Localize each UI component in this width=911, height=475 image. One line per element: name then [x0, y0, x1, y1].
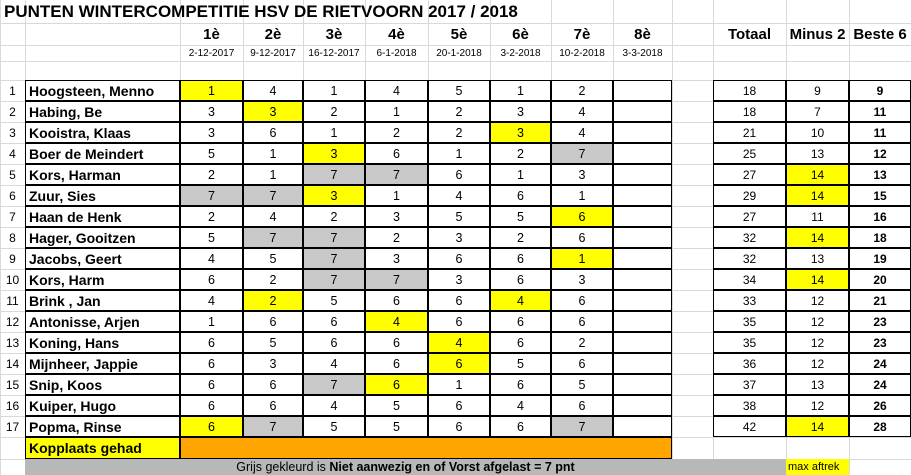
score-cell: 7: [365, 164, 428, 185]
totaal-cell: 27: [713, 206, 786, 227]
totaal-cell: 25: [713, 143, 786, 164]
score-cell: 4: [551, 101, 613, 122]
score-cell: 6: [428, 290, 490, 311]
legend-text: Grijs gekleurd is: [236, 460, 330, 474]
row-number: 7: [9, 209, 16, 224]
score-cell: [613, 374, 672, 395]
score-cell: 6: [243, 395, 303, 416]
row-number: 2: [9, 104, 16, 119]
round-header: 5è: [450, 25, 468, 43]
score-cell: [613, 80, 672, 101]
gridline-vertical: [672, 0, 673, 475]
score-cell: 6: [490, 416, 551, 437]
score-cell: 4: [551, 122, 613, 143]
score-cell: 6: [365, 374, 428, 395]
round-header: 3è: [325, 25, 343, 43]
score-cell: 4: [303, 353, 365, 374]
score-cell: 7: [365, 269, 428, 290]
score-cell: [613, 269, 672, 290]
score-cell: 5: [428, 80, 490, 101]
score-cell: 5: [180, 227, 243, 248]
score-cell: 2: [428, 122, 490, 143]
score-cell: 6: [303, 332, 365, 353]
score-cell: 6: [551, 206, 613, 227]
score-cell: 2: [243, 269, 303, 290]
minus2-cell: 13: [786, 143, 849, 164]
score-cell: 6: [180, 332, 243, 353]
score-cell: 5: [180, 143, 243, 164]
gridline-horizontal: [0, 61, 911, 62]
score-cell: 6: [428, 395, 490, 416]
participant-name: Koning, Hans: [25, 332, 180, 353]
beste6-cell: 23: [849, 311, 911, 332]
beste6-cell: 18: [849, 227, 911, 248]
round-header: 2è: [264, 25, 282, 43]
score-cell: 6: [551, 227, 613, 248]
participant-name: Hager, Gooitzen: [25, 227, 180, 248]
score-cell: 4: [243, 206, 303, 227]
minus2-cell: 12: [786, 395, 849, 416]
totaal-cell: 42: [713, 416, 786, 437]
row-number: 3: [9, 125, 16, 140]
score-cell: 6: [303, 311, 365, 332]
round-date: 20-1-2018: [436, 47, 482, 59]
score-cell: 3: [490, 101, 551, 122]
score-cell: 4: [428, 332, 490, 353]
score-cell: 3: [243, 101, 303, 122]
minus2-cell: 11: [786, 206, 849, 227]
score-cell: 5: [365, 416, 428, 437]
row-number: 16: [5, 398, 20, 413]
score-cell: 3: [180, 122, 243, 143]
score-cell: 1: [303, 80, 365, 101]
score-cell: 6: [490, 248, 551, 269]
score-cell: 7: [551, 416, 613, 437]
score-cell: 6: [243, 311, 303, 332]
row-number: 5: [9, 167, 16, 182]
minus2-cell: 12: [786, 353, 849, 374]
score-cell: 2: [428, 101, 490, 122]
score-cell: 4: [490, 290, 551, 311]
score-cell: 6: [365, 143, 428, 164]
totaal-cell: 33: [713, 290, 786, 311]
minus2-cell: 14: [786, 164, 849, 185]
score-cell: 7: [303, 164, 365, 185]
score-cell: [613, 332, 672, 353]
beste6-cell: 16: [849, 206, 911, 227]
minus2-cell: 12: [786, 311, 849, 332]
score-cell: 4: [243, 80, 303, 101]
row-number: 15: [5, 377, 20, 392]
score-cell: 5: [303, 416, 365, 437]
score-cell: 1: [180, 80, 243, 101]
score-cell: 3: [243, 353, 303, 374]
score-cell: 6: [365, 290, 428, 311]
score-cell: 4: [303, 395, 365, 416]
score-cell: 5: [490, 353, 551, 374]
participant-name: Antonisse, Arjen: [25, 311, 180, 332]
participant-name: Popma, Rinse: [25, 416, 180, 437]
score-cell: [613, 122, 672, 143]
score-cell: 5: [303, 290, 365, 311]
score-cell: 6: [243, 374, 303, 395]
round-header: 7è: [573, 25, 591, 43]
score-cell: 5: [551, 374, 613, 395]
round-date: 9-12-2017: [250, 47, 296, 59]
score-cell: 6: [551, 290, 613, 311]
score-cell: 2: [551, 332, 613, 353]
beste6-cell: 9: [849, 80, 911, 101]
totaal-cell: 18: [713, 80, 786, 101]
score-cell: 1: [490, 164, 551, 185]
minus2-cell: 14: [786, 269, 849, 290]
score-cell: [613, 143, 672, 164]
beste6-cell: 21: [849, 290, 911, 311]
score-cell: 5: [243, 248, 303, 269]
score-cell: 3: [490, 122, 551, 143]
header-beste6: Beste 6: [853, 25, 907, 43]
score-cell: 6: [365, 353, 428, 374]
minus2-cell: 13: [786, 374, 849, 395]
score-cell: 6: [365, 332, 428, 353]
score-cell: 6: [490, 311, 551, 332]
beste6-cell: 13: [849, 164, 911, 185]
beste6-cell: 11: [849, 122, 911, 143]
score-cell: 1: [243, 164, 303, 185]
score-cell: 7: [243, 185, 303, 206]
minus2-cell: 9: [786, 80, 849, 101]
score-cell: 6: [490, 185, 551, 206]
score-cell: 4: [180, 290, 243, 311]
score-cell: [613, 206, 672, 227]
beste6-cell: 11: [849, 101, 911, 122]
minus2-cell: 10: [786, 122, 849, 143]
score-cell: 2: [180, 164, 243, 185]
score-cell: 2: [490, 143, 551, 164]
participant-name: Kors, Harman: [25, 164, 180, 185]
totaal-cell: 38: [713, 395, 786, 416]
row-number: 11: [6, 293, 19, 308]
score-cell: 2: [365, 227, 428, 248]
score-cell: [613, 290, 672, 311]
score-cell: 6: [428, 164, 490, 185]
totaal-cell: 35: [713, 311, 786, 332]
participant-name: Kooistra, Klaas: [25, 122, 180, 143]
minus2-cell: 13: [786, 248, 849, 269]
score-cell: 6: [180, 269, 243, 290]
totaal-cell: 37: [713, 374, 786, 395]
score-cell: 6: [551, 311, 613, 332]
totaal-cell: 35: [713, 332, 786, 353]
score-cell: 3: [551, 269, 613, 290]
score-cell: 6: [551, 353, 613, 374]
score-cell: 6: [180, 353, 243, 374]
totaal-cell: 36: [713, 353, 786, 374]
score-cell: 7: [303, 269, 365, 290]
round-header: 8è: [634, 25, 651, 43]
score-cell: 1: [180, 311, 243, 332]
totaal-cell: 29: [713, 185, 786, 206]
round-header: 1è: [203, 25, 220, 43]
totaal-cell: 27: [713, 164, 786, 185]
score-cell: [613, 164, 672, 185]
kopplaats-bar: [180, 437, 672, 459]
participant-name: Brink , Jan: [25, 290, 180, 311]
score-cell: [613, 395, 672, 416]
header-totaal: Totaal: [727, 25, 772, 43]
score-cell: 2: [243, 290, 303, 311]
score-cell: 7: [180, 185, 243, 206]
totaal-cell: 18: [713, 101, 786, 122]
row-number: 14: [5, 356, 20, 371]
beste6-cell: 20: [849, 269, 911, 290]
row-number: 4: [9, 146, 16, 161]
row-number: 12: [5, 314, 20, 329]
minus2-cell: 14: [786, 416, 849, 437]
score-cell: 3: [551, 164, 613, 185]
participant-name: Habing, Be: [25, 101, 180, 122]
row-number: 17: [5, 419, 20, 434]
score-cell: 3: [365, 206, 428, 227]
participant-name: Kuiper, Hugo: [25, 395, 180, 416]
score-cell: 6: [428, 353, 490, 374]
legend-bar: [25, 459, 786, 475]
score-cell: 3: [180, 101, 243, 122]
score-cell: 7: [303, 374, 365, 395]
score-cell: [613, 248, 672, 269]
score-cell: 1: [365, 101, 428, 122]
score-cell: [613, 416, 672, 437]
score-cell: 2: [365, 122, 428, 143]
minus2-cell: 7: [786, 101, 849, 122]
score-cell: 2: [303, 101, 365, 122]
score-cell: 7: [551, 143, 613, 164]
legend-bold-text: Niet aanwezig en of Vorst afgelast = 7 pnt: [329, 460, 575, 474]
score-cell: 4: [365, 311, 428, 332]
participant-name: Snip, Koos: [25, 374, 180, 395]
beste6-cell: 24: [849, 374, 911, 395]
score-cell: 1: [428, 143, 490, 164]
beste6-cell: 12: [849, 143, 911, 164]
score-cell: 1: [243, 143, 303, 164]
totaal-cell: 34: [713, 269, 786, 290]
score-cell: 7: [243, 416, 303, 437]
score-cell: 3: [303, 143, 365, 164]
score-cell: [613, 227, 672, 248]
totaal-cell: 21: [713, 122, 786, 143]
row-number: 9: [9, 251, 16, 266]
round-date: 16-12-2017: [308, 47, 360, 59]
row-number: 6: [9, 188, 16, 203]
beste6-cell: 19: [849, 248, 911, 269]
participant-name: Haan de Henk: [25, 206, 180, 227]
score-cell: 3: [428, 269, 490, 290]
score-cell: [613, 185, 672, 206]
row-number: 13: [5, 335, 20, 350]
score-cell: 1: [551, 248, 613, 269]
participant-name: Boer de Meindert: [25, 143, 180, 164]
score-cell: 3: [303, 185, 365, 206]
score-cell: 2: [180, 206, 243, 227]
participant-name: Zuur, Sies: [25, 185, 180, 206]
score-cell: 2: [490, 227, 551, 248]
score-cell: 1: [365, 185, 428, 206]
beste6-cell: 23: [849, 332, 911, 353]
beste6-cell: 26: [849, 395, 911, 416]
round-date: 6-1-2018: [376, 47, 417, 59]
score-cell: 5: [243, 332, 303, 353]
round-date: 10-2-2018: [559, 47, 605, 59]
score-cell: 6: [490, 374, 551, 395]
score-cell: 7: [303, 227, 365, 248]
header-minus2: Minus 2: [789, 25, 846, 43]
row-number: 8: [9, 230, 16, 245]
score-cell: 5: [365, 395, 428, 416]
score-cell: 5: [490, 206, 551, 227]
score-cell: 2: [303, 206, 365, 227]
minus2-cell: 14: [786, 185, 849, 206]
minus2-cell: 12: [786, 332, 849, 353]
max-aftrek-label: max aftrek: [786, 459, 849, 475]
score-cell: 3: [428, 227, 490, 248]
round-header: 6è: [512, 25, 529, 43]
score-cell: 6: [428, 248, 490, 269]
score-cell: 4: [490, 395, 551, 416]
kopplaats-label: Kopplaats gehad: [25, 437, 180, 459]
participant-name: Kors, Harm: [25, 269, 180, 290]
beste6-cell: 15: [849, 185, 911, 206]
score-cell: 1: [303, 122, 365, 143]
score-cell: 4: [180, 248, 243, 269]
beste6-cell: 28: [849, 416, 911, 437]
score-cell: 4: [365, 80, 428, 101]
minus2-cell: 14: [786, 227, 849, 248]
round-header: 4è: [388, 25, 405, 43]
score-cell: 6: [428, 311, 490, 332]
score-cell: [613, 353, 672, 374]
round-date: 2-12-2017: [188, 47, 235, 59]
score-cell: 6: [490, 332, 551, 353]
participant-name: Mijnheer, Jappie: [25, 353, 180, 374]
row-number: 1: [9, 83, 16, 98]
round-date: 3-2-2018: [500, 47, 541, 59]
score-cell: 6: [490, 269, 551, 290]
row-number: 10: [5, 272, 20, 287]
participant-name: Jacobs, Geert: [25, 248, 180, 269]
score-cell: 1: [551, 185, 613, 206]
score-cell: 1: [490, 80, 551, 101]
score-cell: [613, 101, 672, 122]
totaal-cell: 32: [713, 227, 786, 248]
score-cell: 6: [180, 395, 243, 416]
score-cell: 5: [428, 206, 490, 227]
score-cell: 6: [180, 416, 243, 437]
score-cell: 2: [551, 80, 613, 101]
score-cell: 7: [303, 248, 365, 269]
participant-name: Hoogsteen, Menno: [25, 80, 180, 101]
totaal-cell: 32: [713, 248, 786, 269]
round-date: 3-3-2018: [622, 47, 663, 59]
score-cell: 7: [243, 227, 303, 248]
sheet-title: PUNTEN WINTERCOMPETITIE HSV DE RIETVOORN 2017 / 2018: [4, 1, 518, 21]
score-cell: 6: [551, 395, 613, 416]
score-cell: 6: [428, 416, 490, 437]
score-cell: [613, 311, 672, 332]
score-cell: 4: [428, 185, 490, 206]
minus2-cell: 12: [786, 290, 849, 311]
score-cell: 6: [180, 374, 243, 395]
score-cell: 1: [428, 374, 490, 395]
beste6-cell: 24: [849, 353, 911, 374]
score-cell: 6: [243, 122, 303, 143]
score-cell: 3: [365, 248, 428, 269]
